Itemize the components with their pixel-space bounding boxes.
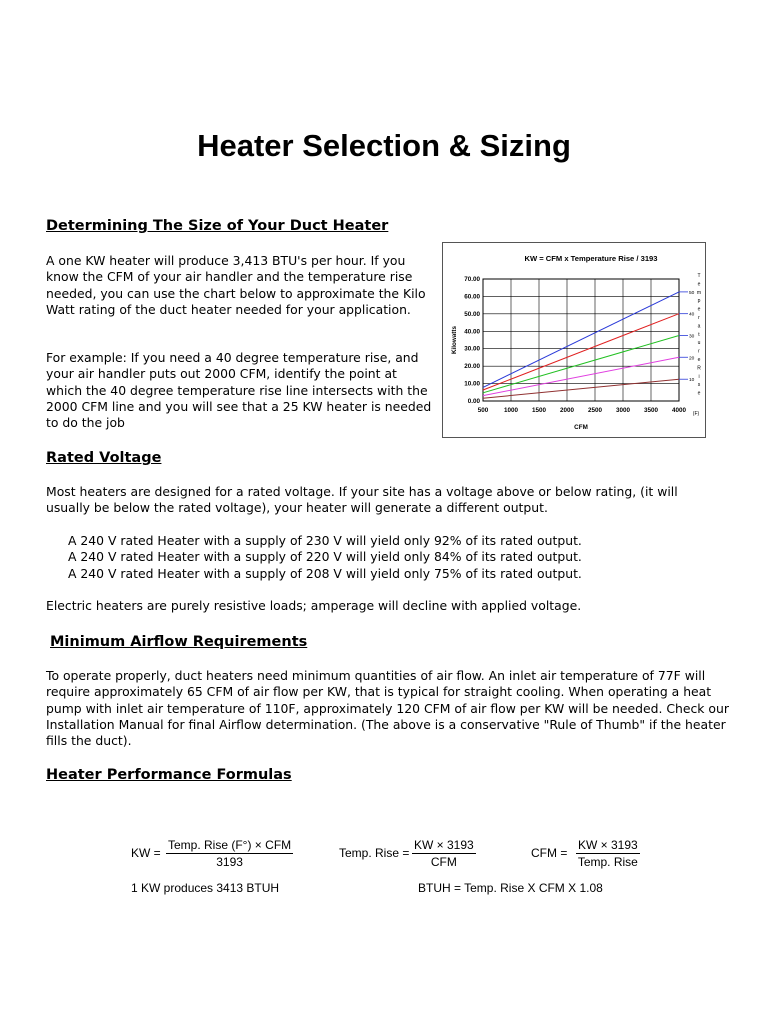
chart-x-tick-label: 2000 — [559, 407, 575, 414]
voltage-paragraph-2: Electric heaters are purely resistive loads; amperage will decline with applied voltage. — [46, 598, 582, 613]
voltage-list-item: A 240 V rated Heater with a supply of 208 V will yield only 75% of its rated output. — [68, 565, 582, 581]
kw-formula-numerator: Temp. Rise (F°) × CFM — [168, 838, 292, 852]
voltage-list-item: A 240 V rated Heater with a supply of 220 V will yield only 84% of its rated output. — [68, 549, 582, 565]
kw-chart — [442, 242, 706, 438]
kw-formula-label: KW = — [131, 846, 161, 860]
chart-legend-title-char: a — [697, 323, 701, 330]
chart-x-unit: (F) — [692, 411, 700, 417]
duct-paragraph-1: A one KW heater will produce 3,413 BTU's per hour. If you know the CFM of your air handler and the temperature rise needed, you can use the chart below to approximate the Kilo Watt rating of the duct heater needed for your application. — [46, 253, 426, 317]
cfm-formula-numerator: KW × 3193 — [578, 838, 638, 852]
chart-legend-title-char: R — [697, 365, 701, 372]
airflow-paragraph: To operate properly, duct heaters need minimum quantities of air flow. An inlet air temperature of 77F will require approximately 65 CFM of air flow per KW, that is typical for straight cooling. When operating a heat pump with inlet air temperature of 110F, approximately 120 CFM of air flow per KW will be needed. Check our Installation Manual for final Airflow determination. (The above is a conservative "Rule of Thumb" if the heater fills the duct). — [46, 668, 729, 749]
chart-legend-title-char: u — [697, 340, 701, 347]
chart-x-tick-label: 3000 — [615, 407, 631, 414]
chart-x-axis-label: CFM — [574, 424, 588, 431]
voltage-list-item: A 240 V rated Heater with a supply of 230 V will yield only 92% of its rated output. — [68, 533, 582, 548]
chart-legend-title-char: i — [698, 373, 700, 380]
chart-legend-title-char: m — [696, 289, 702, 296]
kw-formula-denominator: 3193 — [216, 855, 243, 869]
chart-legend-title-char: e — [697, 281, 701, 288]
chart-legend-title-char: r — [698, 315, 700, 321]
temp-rise-formula-numerator: KW × 3193 — [414, 838, 474, 852]
chart-y-axis-label: Kilowatts — [451, 326, 458, 354]
kw-formula-fraction — [166, 838, 293, 869]
chart-y-tick-label: 70.00 — [464, 276, 480, 283]
voltage-list — [68, 533, 708, 582]
chart-y-tick-label: 10.00 — [464, 380, 480, 388]
chart-y-tick-label: 20.00 — [464, 363, 480, 371]
page-title: Heater Selection & Sizing — [197, 128, 571, 163]
btuh-formula: BTUH = Temp. Rise X CFM X 1.08 — [418, 881, 603, 895]
chart-x-tick-label: 500 — [477, 407, 489, 414]
chart-legend-label: 30 — [689, 334, 695, 340]
chart-title: KW = CFM x Temperature Rise / 3193 — [524, 254, 658, 263]
chart-legend-title-char: p — [697, 298, 701, 305]
chart-legend-label: 10 — [689, 378, 695, 384]
cfm-formula-denominator: Temp. Rise — [577, 855, 638, 869]
chart-y-tick-label: 60.00 — [464, 293, 480, 301]
cfm-formula-label: CFM = — [531, 846, 568, 860]
chart-y-tick-label: 50.00 — [464, 310, 480, 318]
formulas-heading: Heater Performance Formulas — [46, 767, 292, 783]
chart-legend-title-char: e — [697, 306, 701, 313]
temp-rise-formula-fraction — [412, 838, 476, 869]
chart-y-tick-label: 40.00 — [464, 328, 480, 336]
chart-x-tick-label: 4000 — [671, 407, 687, 414]
chart-legend-title-char: r — [698, 348, 700, 355]
btuh-note: 1 KW produces 3413 BTUH — [131, 881, 280, 895]
airflow-heading: Minimum Airflow Requirements — [50, 634, 308, 650]
cfm-formula-fraction — [576, 838, 640, 869]
chart-x-tick-label: 3500 — [643, 407, 659, 414]
chart-legend-title-char: T — [697, 273, 701, 279]
chart-x-tick-label: 1500 — [531, 407, 547, 414]
chart-x-tick-label: 2500 — [587, 407, 603, 414]
duct-heading: Determining The Size of Your Duct Heater — [46, 218, 389, 234]
kw-chart-svg — [443, 243, 705, 437]
chart-y-tick-label: 0.00 — [467, 398, 480, 405]
chart-legend-title-char: e — [697, 390, 701, 397]
voltage-heading: Rated Voltage — [46, 450, 162, 466]
duct-paragraph-2: For example: If you need a 40 degree temperature rise, and your air handler puts out 2000 CFM, identify the point at which the 40 degree temperature rise line intersects with the 2000 CFM line and you will see that a 25 KW heater is needed to do the job — [46, 350, 432, 431]
chart-y-tick-label: 30.00 — [464, 345, 480, 353]
chart-legend-title-char: s — [697, 382, 701, 389]
temp-rise-formula-denominator: CFM — [430, 855, 457, 869]
chart-legend-title-char: e — [697, 357, 701, 363]
voltage-paragraph-1: Most heaters are designed for a rated voltage. If your site has a voltage above or below rating, (it will usually be below the rated voltage), your heater will generate a different output. — [46, 484, 678, 516]
chart-legend-title-char: t — [698, 331, 700, 338]
chart-x-tick-label: 1000 — [503, 407, 519, 414]
chart-legend-label: 40 — [689, 312, 695, 318]
chart-legend-label: 20 — [689, 356, 695, 362]
temp-rise-formula-label: Temp. Rise = — [339, 846, 410, 860]
chart-legend-label: 50 — [689, 290, 695, 296]
